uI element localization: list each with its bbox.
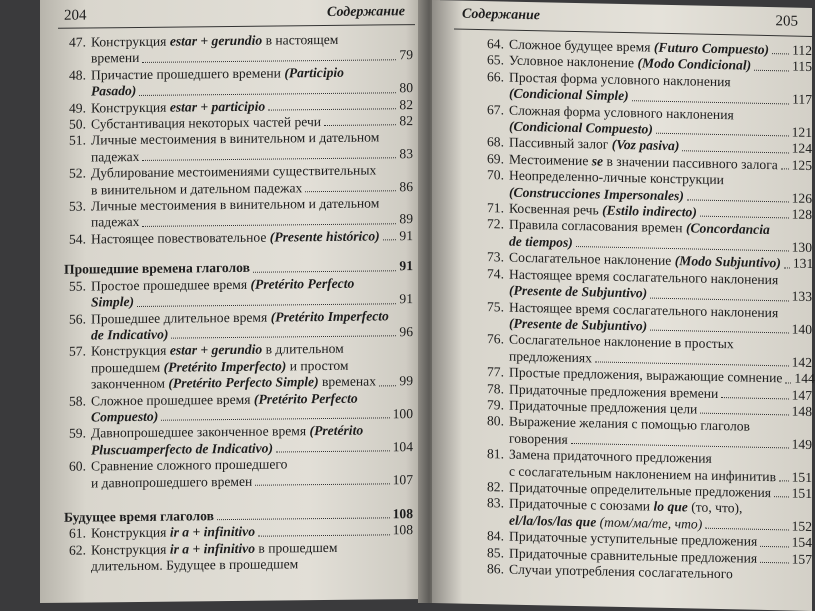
toc-page-number: 100 <box>392 406 413 422</box>
toc-entry-number: 84. <box>487 528 504 544</box>
toc-entry <box>64 228 413 248</box>
toc-entry-number: 48. <box>69 67 86 83</box>
toc-page-number: 125 <box>791 157 812 173</box>
toc-page-number: 107 <box>392 471 413 487</box>
toc-entry-text: de tiempos) <box>509 233 573 250</box>
toc-entry-text: Косвенная речь (Estilo indirecto) <box>509 200 697 220</box>
toc-page-number: 99 <box>399 373 413 389</box>
toc-entry-number: 79. <box>487 397 504 413</box>
toc-entry <box>64 539 413 575</box>
toc-entry <box>64 275 413 311</box>
dot-leader <box>687 199 789 202</box>
dot-leader <box>721 397 788 399</box>
toc-entry-number: 57. <box>69 343 86 360</box>
toc-entry-text: Конструкция estar + gerundio в длительном <box>91 341 344 359</box>
toc-entry-text: и давнопрошедшего времен <box>91 473 253 491</box>
toc-page-number: 121 <box>791 124 812 140</box>
toc-entry-text: с сослагательным наклонением на инфинитив <box>509 463 776 484</box>
toc-section-heading: Будущее время глаголов 108 <box>64 506 413 525</box>
dot-leader <box>781 169 789 170</box>
toc-page-number: 86 <box>399 178 413 194</box>
toc-entry <box>64 195 413 231</box>
dot-leader <box>139 92 396 96</box>
toc-page-number: 91 <box>399 291 413 307</box>
toc-entry-text: Придаточные с союзами lo que (то, что), <box>509 495 743 516</box>
toc-page-number: 130 <box>791 239 812 255</box>
toc-entry-text: Сослагательное наклонение (Modo Subjuntivo) <box>509 249 781 271</box>
toc-page-number: 117 <box>792 91 812 108</box>
toc-entry-text: Давнопрошедшее законченное время (Pretérito <box>91 422 364 441</box>
toc-page-number: 147 <box>791 387 812 403</box>
toc-entry-text: Дублирование местоимениями существительных <box>91 162 377 181</box>
dot-leader <box>772 54 789 55</box>
toc-entry <box>64 422 413 458</box>
toc-entry-number: 81. <box>487 446 504 462</box>
dot-leader <box>650 297 788 301</box>
toc-page-number: 112 <box>792 42 812 58</box>
toc-entry-number: 74. <box>487 265 504 282</box>
toc-entry-text: Настоящее повествовательное (Presente histórico) <box>91 228 380 247</box>
toc-entry-text: Простые предложения, выражающие сомнение <box>509 364 783 386</box>
toc-entry <box>64 130 413 166</box>
toc-entry-number: 62. <box>69 542 86 558</box>
toc-entry-text: Выражение желания с помощью глаголов <box>509 413 750 435</box>
toc-entry-number: 69. <box>487 150 504 167</box>
toc-entry-number: 50. <box>69 116 86 132</box>
toc-entry-number: 78. <box>487 380 504 397</box>
left-page-header <box>58 0 415 29</box>
dot-leader <box>258 534 390 536</box>
dot-leader <box>276 450 390 452</box>
dot-leader <box>774 497 789 498</box>
toc-entry-number: 83. <box>487 495 504 511</box>
toc-entry-text: падежах <box>91 148 140 165</box>
toc-entry-text: Условное наклонение (Modo Condicional) <box>509 53 752 74</box>
toc-page-number: 157 <box>791 551 812 567</box>
toc-entry <box>64 390 413 426</box>
dot-leader <box>171 336 396 339</box>
dot-leader <box>785 382 791 383</box>
toc-entry <box>64 162 413 198</box>
toc-entry-text: Сослагательное наклонение в простых <box>509 331 734 352</box>
dot-leader <box>760 545 788 547</box>
dot-leader <box>650 330 788 334</box>
dot-leader <box>383 240 397 241</box>
dot-leader <box>142 158 396 162</box>
toc-entry-text: Сложное будущее время (Futuro Compuesto) <box>509 36 770 58</box>
dot-leader <box>324 125 396 127</box>
toc-page-number: 82 <box>399 96 413 112</box>
toc-entry-text: Причастие прошедшего времени (Participio <box>91 64 344 83</box>
dot-leader <box>595 362 789 367</box>
toc-page-number: 108 <box>392 522 413 538</box>
toc-entry-text: Сложное прошедшее время (Pretérito Perfecto <box>91 390 358 408</box>
toc-page-number: 128 <box>791 206 812 223</box>
dot-leader <box>142 59 396 63</box>
page-number: 205 <box>775 13 798 30</box>
toc-entry-number: 68. <box>487 134 504 150</box>
toc-page-number: 131 <box>792 255 814 272</box>
toc-page-number: 152 <box>791 518 812 534</box>
left-page <box>40 0 425 603</box>
toc-list-right <box>432 29 815 584</box>
toc-entry-text: Местоимение se в значении пассивного залога <box>509 151 778 173</box>
toc-entry <box>64 64 413 100</box>
toc-entry-number: 70. <box>487 167 504 183</box>
toc-page-number: 124 <box>791 140 812 157</box>
toc-entry-number: 58. <box>69 393 86 409</box>
dot-leader <box>705 528 788 531</box>
toc-entry-text: (Condicional Compuesto) <box>509 118 653 137</box>
toc-list-left <box>40 25 425 576</box>
toc-entry-text: Настоящее время сослагательного наклонения <box>509 299 779 320</box>
toc-page-number: 154 <box>791 534 812 551</box>
toc-entry-text: Придаточные уступительные предложения <box>509 528 758 550</box>
toc-entry-number: 77. <box>487 364 504 380</box>
toc-entry-text: Пассивный залог (Voz pasiva) <box>509 135 680 154</box>
toc-entry-text: Сложная форма условного наклонения <box>509 102 734 122</box>
page-number: 204 <box>64 7 87 24</box>
dot-leader <box>576 246 789 251</box>
dot-leader <box>137 303 396 307</box>
dot-leader <box>632 100 789 104</box>
toc-page-number: 82 <box>399 113 413 129</box>
toc-entry-number: 67. <box>487 101 504 118</box>
toc-page-number: 149 <box>791 436 812 452</box>
toc-page-number: 96 <box>399 324 413 340</box>
toc-entry-text: Simple) <box>91 294 135 310</box>
dot-leader <box>142 223 396 227</box>
toc-entry-text: Простая форма условного наклонения <box>509 69 731 90</box>
dot-leader <box>379 385 396 386</box>
toc-entry-text: в винительном и дательном падежах <box>91 179 303 198</box>
dot-leader <box>754 70 789 72</box>
toc-entry-number: 53. <box>69 198 86 214</box>
toc-page-number: 91 <box>399 227 413 244</box>
toc-entry-number: 86. <box>487 561 504 577</box>
toc-entry-text: (Construcciones Impersonales) <box>509 184 684 203</box>
toc-entry-number: 72. <box>487 216 504 232</box>
toc-entry-number: 73. <box>487 249 504 265</box>
toc-entry-text: Простое прошедшее время (Pretérito Perfecto <box>91 275 355 294</box>
toc-entry-text: Придаточные предложения цели <box>509 397 698 417</box>
toc-entry-number: 49. <box>69 100 86 116</box>
dot-leader <box>656 133 789 137</box>
toc-entry-text: падежах <box>91 214 140 230</box>
toc-entry-text: (Presente de Subjuntivo) <box>509 315 648 334</box>
toc-entry-text: Конструкция estar + gerundio в настоящем <box>91 31 339 50</box>
dot-leader <box>305 190 396 192</box>
toc-entry-text: времени <box>91 50 140 66</box>
toc-entry <box>64 308 413 344</box>
toc-entry-text: Настоящее время сослагательного наклонения <box>509 266 779 287</box>
toc-entry-number: 54. <box>69 231 86 247</box>
running-title: Содержание <box>327 4 405 20</box>
toc-page-number: 151 <box>791 485 812 501</box>
toc-page-number: 83 <box>399 145 413 162</box>
dot-leader <box>784 267 790 268</box>
toc-entry-number: 65. <box>487 52 504 68</box>
toc-entry-text: прошедшем (Pretérito Imperfecto) и простом <box>91 357 349 376</box>
toc-entry-text: предложениях <box>509 348 592 366</box>
toc-entry-text: Придаточные предложения времени <box>509 381 719 401</box>
toc-entry-number: 56. <box>69 311 86 327</box>
toc-page-number: 79 <box>399 47 413 63</box>
toc-entry-text: Личные местоимения в винительном и дательном <box>91 129 380 148</box>
running-title: Содержание <box>462 6 540 24</box>
toc-page-number: 142 <box>791 354 812 370</box>
toc-entry-text: длительном. Будущее в прошедшем <box>91 556 299 574</box>
toc-page-number: 151 <box>791 469 812 485</box>
dot-leader <box>682 150 788 153</box>
toc-page-number: 148 <box>791 403 812 419</box>
toc-entry-text: (Presente de Subjuntivo) <box>509 282 648 301</box>
toc-entry-number: 52. <box>69 165 86 181</box>
toc-entry-text: Придаточные сравнительные предложения <box>509 545 758 566</box>
dot-leader <box>779 480 789 481</box>
toc-entry-text: Конструкция ir a + infinitivo <box>91 524 255 541</box>
toc-entry-text: (Condicional Simple) <box>509 85 629 104</box>
toc-entry-number: 75. <box>487 298 504 315</box>
toc-page-number: 144 <box>794 370 815 387</box>
toc-entry <box>64 455 413 491</box>
toc-section-heading: Прошедшие времена глаголов 91 <box>64 258 413 278</box>
toc-entry-text: Конструкция ir a + infinitivo в прошедшем <box>91 539 338 558</box>
toc-entry-number: 80. <box>487 413 504 429</box>
toc-entry-text: Compuesto) <box>91 408 159 425</box>
toc-entry-number: 51. <box>69 132 86 149</box>
toc-entry <box>64 31 413 67</box>
toc-entry-text: Замена придаточного предложения <box>509 446 712 467</box>
toc-entry <box>64 340 413 393</box>
toc-page-number: 80 <box>399 80 413 96</box>
toc-entry-number: 64. <box>487 36 504 52</box>
toc-entry-number: 61. <box>69 525 86 542</box>
toc-entry-text: Pluscuamperfecto de Indicativo) <box>91 440 273 458</box>
toc-entry-number: 55. <box>69 278 86 294</box>
toc-entry-text: законченном (Pretérito Perfecto Simple) временах <box>91 373 376 392</box>
toc-entry-number: 60. <box>69 458 86 474</box>
toc-entry-number: 47. <box>69 34 86 50</box>
toc-entry-text: Субстантивация некоторых частей речи <box>91 114 322 132</box>
toc-entry-number: 85. <box>487 544 504 561</box>
dot-leader <box>760 562 788 564</box>
toc-entry-text: Личные местоимения в винительном и дательном <box>91 195 380 214</box>
toc-entry-text: el/la/los/las que (том/ма/те, что) <box>509 512 703 532</box>
toc-page-number: 115 <box>792 58 812 75</box>
right-page <box>432 0 815 611</box>
toc-page-number: 104 <box>392 438 413 455</box>
toc-page-number: 89 <box>399 211 413 227</box>
toc-entry-text: Pasado) <box>91 83 137 99</box>
dot-leader <box>255 483 389 485</box>
toc-page-number: 133 <box>791 288 812 305</box>
toc-entry-text: говорения <box>509 430 568 447</box>
toc-page-number: 140 <box>791 321 812 337</box>
dot-leader <box>700 216 789 219</box>
toc-entry-number: 76. <box>487 331 504 347</box>
dot-leader <box>268 108 396 110</box>
toc-entry-text: Случаи употребления сослагательного <box>509 561 733 582</box>
toc-entry-text: de Indicativo) <box>91 326 169 343</box>
dot-leader <box>161 418 389 421</box>
toc-entry-text: Правила согласования времен (Concordancia <box>509 217 770 238</box>
toc-entry-text: Придаточные определительные предложения <box>509 479 772 501</box>
toc-entry-text: Прошедшее длительное время (Pretérito Imperfecto <box>91 307 389 326</box>
toc-entry-number: 66. <box>487 68 504 85</box>
toc-entry-number: 82. <box>487 479 504 495</box>
dot-leader <box>700 413 788 416</box>
toc-entry-number: 71. <box>487 200 504 216</box>
toc-entry-number: 59. <box>69 425 86 442</box>
toc-page-number: 126 <box>791 190 812 206</box>
toc-entry-text: Неопределенно-личные конструкции <box>509 167 724 188</box>
toc-entry-text: Конструкция estar + participio <box>91 98 266 116</box>
toc-entry-text: Сравнение сложного прошедшего <box>91 456 288 474</box>
